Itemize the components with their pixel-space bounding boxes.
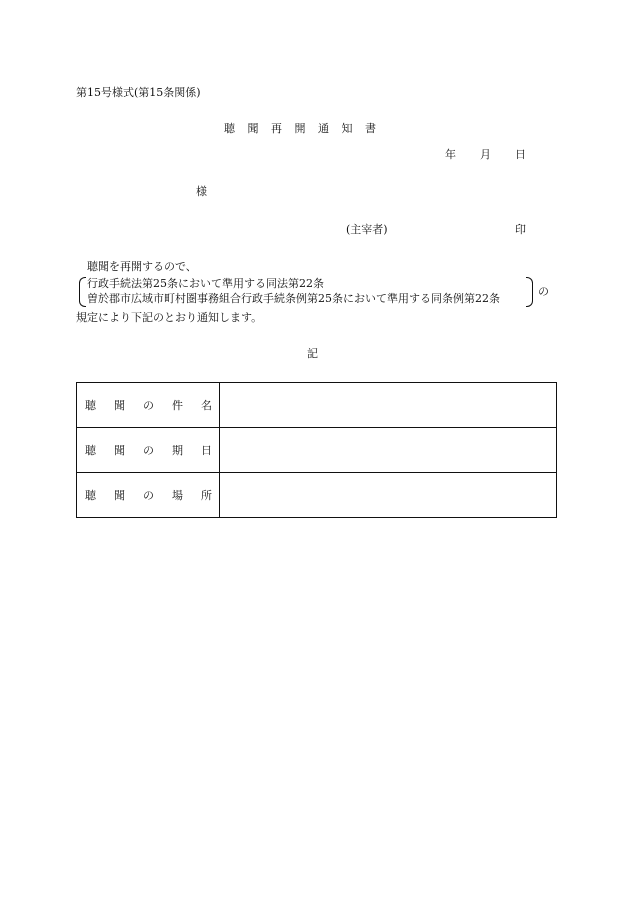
ki-label: 記: [307, 347, 318, 360]
left-bracket: [79, 277, 86, 307]
table-row: [77, 383, 557, 428]
intro-text: 聴聞を再開するので、: [87, 260, 197, 273]
row-value-place: [220, 473, 557, 518]
row-label-place: 聴 聞 の 場 所: [77, 473, 220, 518]
table-row: [77, 428, 557, 473]
document-title: 聴聞再開通知書: [224, 122, 376, 135]
date-year-label: 年: [445, 148, 456, 161]
date-month-label: 月: [480, 148, 491, 161]
legal-option-1: 行政手続法第25条において準用する同法第22条: [87, 277, 324, 290]
presider-label: (主宰者): [346, 223, 388, 236]
seal-label: 印: [515, 223, 526, 236]
legal-option-2: 曽於郡市広域市町村圏事務組合行政手続条例第25条において準用する同条例第22条: [87, 292, 500, 305]
right-bracket: [526, 277, 533, 307]
table-row: [77, 473, 557, 518]
row-label-date: 聴 聞 の 期 日: [77, 428, 220, 473]
row-value-date: [220, 428, 557, 473]
addressee-suffix: 様: [196, 185, 207, 198]
form-number: 第15号様式(第15条関係): [76, 86, 201, 99]
row-value-subject: [220, 383, 557, 428]
date-day-label: 日: [515, 148, 526, 161]
notice-table: [76, 382, 557, 518]
closing-text: 規定により下記のとおり通知します。: [76, 311, 263, 324]
row-label-subject: 聴 聞 の 件 名: [77, 383, 220, 428]
particle-no: の: [538, 285, 549, 298]
